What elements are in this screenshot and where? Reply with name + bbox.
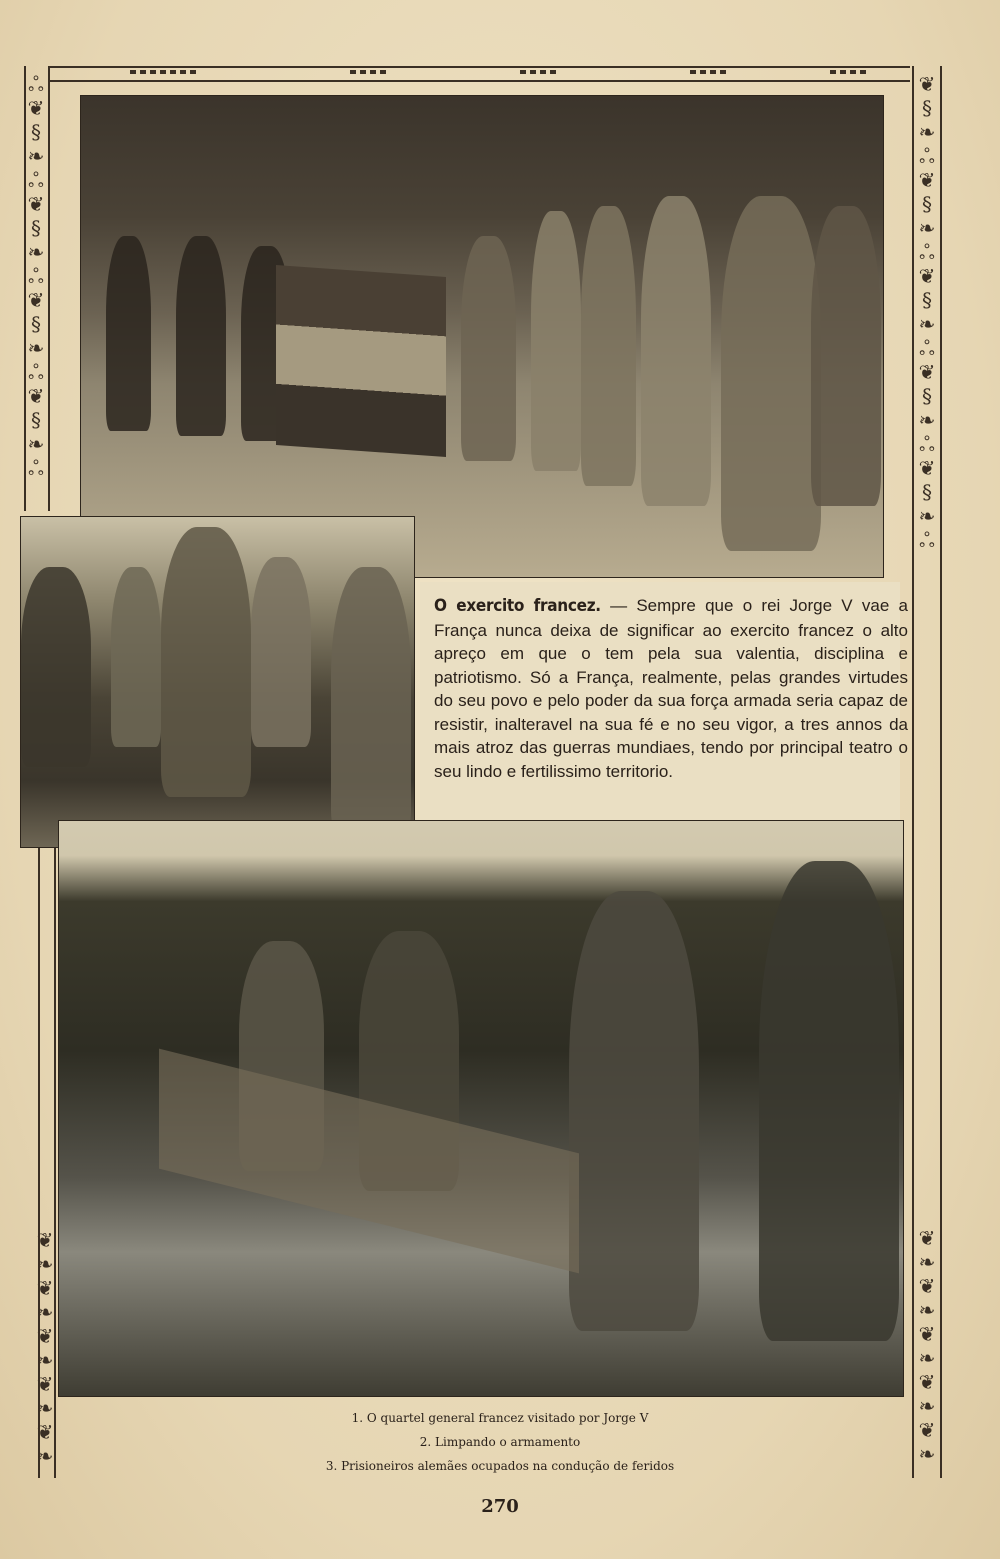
photo-cleaning-arms <box>20 516 415 848</box>
article-body: Sempre que o rei Jorge V vae a França nunca deixa de significar ao exercito francez o alto apreço em que o tem pela sua valentia, disciplina e patriotismo. Só a França, realmente, pelas grandes virtudes do seu povo e pelo poder da sua força armada seria capaz de resistir, inalteravel na sua fé e no seu vigor, a tres annos da mais atroz das guerras mundiaes, tendo por principal teatro o seu lindo e fertilissimo territorio. <box>434 596 909 781</box>
left-ornamental-border-lower: ❦ ❧ ❦ ❧ ❦ ❧ ❦ ❧ ❦ ❧ <box>38 848 56 1478</box>
article-dash: — <box>600 596 637 615</box>
page-number: 270 <box>481 1496 519 1517</box>
left-ornamental-border-upper: ஃ ❦ § ❧ ஃ ❦ § ❧ ஃ ❦ § ❧ ஃ ❦ § ❧ ஃ <box>24 66 50 511</box>
caption-2: 2. Limpando o armamento <box>419 1435 581 1449</box>
flag <box>276 265 446 457</box>
top-ornamental-border <box>50 66 910 82</box>
photo-captions <box>0 1406 1000 1478</box>
article-lead: O exercito francez. <box>434 596 601 616</box>
photo-french-headquarters <box>80 95 884 578</box>
caption-3: 3. Prisioneiros alemães ocupados na condução de feridos <box>325 1459 675 1473</box>
right-ornamental-border: ❦ § ❧ ஃ ❦ § ❧ ஃ ❦ § ❧ ஃ ❦ § ❧ ஃ ❦ § ❧ ஃ ❦ ❧ ❦ ❧ ❦ ❧ ❦ ❧ ❦ ❧ <box>912 66 942 1478</box>
photo-german-prisoners <box>58 820 904 1397</box>
article-paragraph <box>434 594 908 783</box>
caption-1: 1. O quartel general francez visitado por Jorge V <box>351 1411 649 1425</box>
